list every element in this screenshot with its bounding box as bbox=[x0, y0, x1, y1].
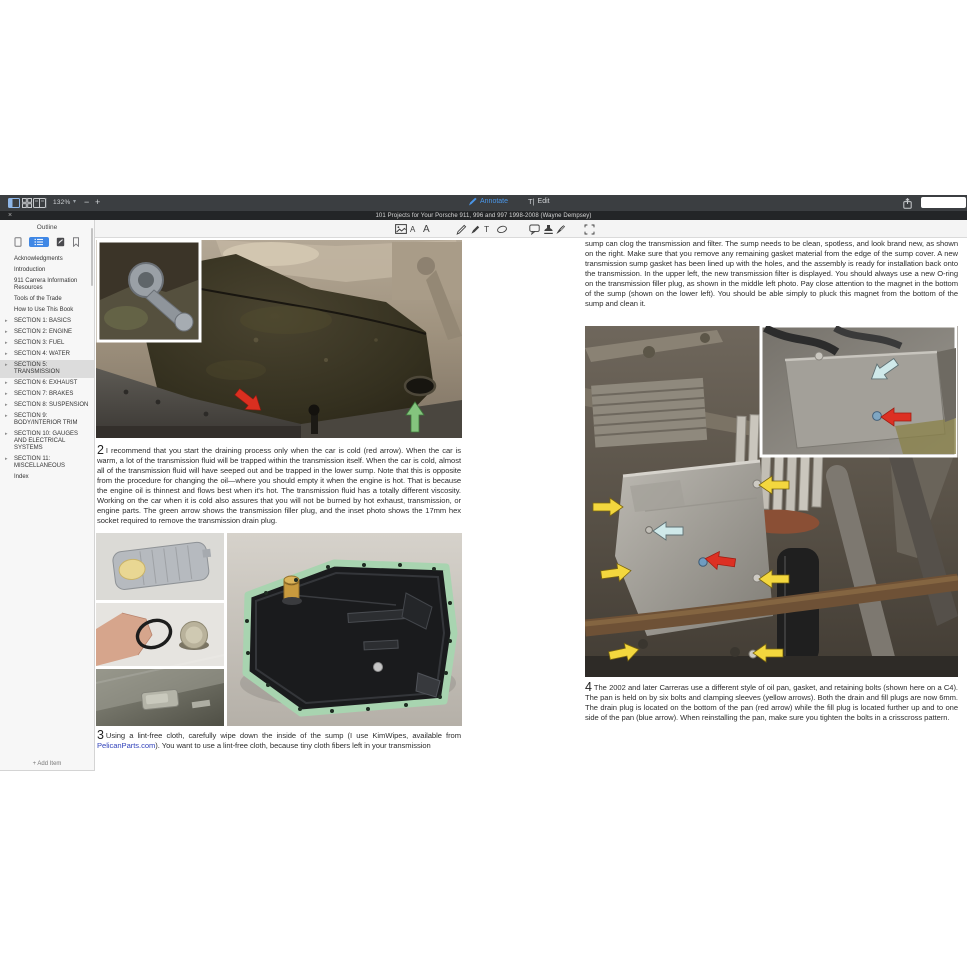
add-item-button[interactable]: + Add Item bbox=[32, 761, 62, 767]
annotation-toolbar bbox=[95, 220, 967, 238]
step-4-paragraph: 4 The 2002 and later Carreras use a different style of oil pan, gasket, and retaining bolts (shown here on a C4). The pan is held on by six bolts and clamping sleeves (yellow arrows). Both the drain and fill plugs are now 6mm. The drain plug is located on the bottom of the pan (red arrow) while the fill plug is located further up and to one side of the pan (blue arrow). When reinstalling the pan, make sure you tighten the bolts in a crisscross pattern. bbox=[585, 680, 958, 722]
main-toolbar bbox=[0, 195, 967, 211]
disclosure-triangle-icon[interactable]: ▸ bbox=[5, 391, 8, 397]
step-3-paragraph: 3 Using a lint-free cloth, carefully wipe down the inside of the sump (I use KimWipes, available from PelicanParts.com). You want to use a lint-free cloth, because tiny cloth fibers left in your transmission bbox=[97, 728, 461, 750]
sidebar-item-section-3[interactable]: ▸ SECTION 3: FUEL bbox=[5, 340, 65, 346]
sidebar-item-introduction[interactable]: Introduction bbox=[14, 267, 46, 273]
inset-photo-pan-side-view bbox=[761, 326, 956, 456]
sidebar-toggle-icon[interactable] bbox=[8, 198, 20, 208]
pencil-icon[interactable] bbox=[456, 223, 467, 235]
sidebar-item-section-4[interactable]: ▸ SECTION 4: WATER bbox=[5, 351, 71, 357]
step-number: 2 bbox=[97, 443, 104, 457]
disclosure-triangle-icon[interactable]: ▸ bbox=[5, 380, 8, 386]
sidebar-tabs bbox=[0, 236, 94, 247]
sidebar-item-section-9[interactable]: ▸ SECTION 9: BODY/INTERIOR TRIM bbox=[5, 413, 78, 426]
sidebar-item-section-6[interactable]: ▸ SECTION 6: EXHAUST bbox=[5, 380, 78, 386]
document-view bbox=[95, 220, 967, 966]
tab-annotate[interactable]: Annotate bbox=[468, 197, 508, 206]
disclosure-triangle-icon[interactable]: ▸ bbox=[5, 351, 8, 357]
image-stamp-icon[interactable] bbox=[395, 223, 407, 235]
disclosure-triangle-icon[interactable]: ▸ bbox=[5, 402, 8, 408]
page-spread bbox=[95, 238, 967, 966]
step-number: 3 bbox=[97, 728, 104, 742]
sidebar-item-how-to-use[interactable]: How to Use This Book bbox=[14, 307, 74, 313]
sidebar-item-section-8[interactable]: ▸ SECTION 8: SUSPENSION bbox=[5, 402, 89, 408]
disclosure-triangle-icon[interactable]: ▸ bbox=[5, 318, 8, 324]
thumbnails-tab-icon[interactable] bbox=[14, 237, 22, 247]
marker-icon[interactable] bbox=[470, 223, 481, 235]
inset-photo-hex-socket bbox=[98, 241, 200, 341]
photo-transmission-sump-under-car bbox=[96, 240, 462, 438]
sidebar-item-section-7[interactable]: ▸ SECTION 7: BRAKES bbox=[5, 391, 74, 397]
sidebar-item-acknowledgments[interactable]: Acknowledgments bbox=[14, 256, 63, 262]
chevron-down-icon[interactable]: ▾ bbox=[73, 199, 77, 205]
fullscreen-selection-icon[interactable] bbox=[584, 223, 595, 235]
text-edit-icon: T| bbox=[528, 197, 535, 206]
right-page-intro-paragraph: sump can clog the transmission and filter. The sump needs to be clean, spotless, and look brand new, as shown on the right. Make sure that you remove any remaining gasket material from the edge of the sump cover. A new transmission sump gasket has been lined up with the holes, and the assembly is ready for installation back onto the transmission. In the upper left, the new transmission filter is displayed. You should always use a new O-ring on the transmission filler plug, as shown in the middle left photo. Pay close attention to the magnet in the bottom of the sump (shown on the lower left). You should be able simply to pluck this magnet from the bottom of the sump and clean it. bbox=[585, 239, 958, 308]
sidebar-item-section-2[interactable]: ▸ SECTION 2: ENGINE bbox=[5, 329, 73, 335]
toolbar-divider bbox=[46, 198, 47, 208]
stamp-icon[interactable] bbox=[543, 223, 554, 235]
tab-edit[interactable]: T| Edit bbox=[528, 197, 550, 206]
step-number: 4 bbox=[585, 680, 592, 694]
document-title: 101 Projects for Your Porsche 911, 996 and 997 1998-2008 (Wayne Dempsey) bbox=[375, 212, 592, 219]
text-tool-icon[interactable]: T bbox=[484, 224, 490, 234]
pen-icon bbox=[468, 197, 477, 206]
outline-tab-icon[interactable] bbox=[29, 237, 49, 247]
thumbnails-view-icon[interactable] bbox=[22, 198, 32, 208]
close-icon[interactable]: × bbox=[8, 212, 13, 219]
zoom-in-button[interactable]: + bbox=[95, 196, 101, 207]
disclosure-triangle-icon[interactable]: ▸ bbox=[5, 340, 8, 346]
sidebar-title: Outline bbox=[36, 224, 58, 231]
sidebar-item-index[interactable]: Index bbox=[14, 474, 29, 480]
signature-pen-icon[interactable] bbox=[555, 223, 566, 235]
highlight-text-icon[interactable]: A bbox=[410, 224, 416, 234]
zoom-level[interactable]: 132% bbox=[53, 199, 71, 206]
pelicanparts-link[interactable]: PelicanParts.com bbox=[97, 741, 156, 750]
disclosure-triangle-icon[interactable]: ▸ bbox=[5, 431, 8, 437]
sidebar-item-section-10[interactable]: ▸ SECTION 10: GAUGES AND ELECTRICAL SYSTEMS bbox=[5, 431, 79, 451]
note-icon[interactable] bbox=[529, 223, 540, 235]
step-2-paragraph: 2 I recommend that you start the draining process only when the car is cold (red arrow). When the car is warm, a lot of the transmission fluid will be trapped within the transmission itself. When the car is cold, almost all of the transmission fluid will have seeped out and be trapped in the lower sump. Note that this is opposite from the procedure for changing the oil—where you should empty it when the engine is hot. That is because the engine oil is thinnest and flows best when it's hot. The transmission fluid has a totally different viscosity. Working on the car when it is cold also assures that you will not be burned by hot exhaust, transmission, or engine parts. The green arrow shows the transmission filler plug, and the inset photo shows the 17mm hex socket required to remove the transmission drain plug. bbox=[97, 443, 461, 525]
annotations-tab-icon[interactable] bbox=[56, 237, 65, 247]
photo-oil-pan-with-gasket bbox=[227, 533, 462, 726]
sidebar-item-tools-of-the-trade[interactable]: Tools of the Trade bbox=[14, 296, 62, 302]
outline-list bbox=[0, 254, 94, 483]
sidebar-scrollbar[interactable] bbox=[91, 228, 93, 286]
disclosure-triangle-icon[interactable]: ▸ bbox=[5, 329, 8, 335]
outline-sidebar bbox=[0, 220, 95, 771]
photo-group-filter-oring-sump-pan bbox=[96, 533, 462, 726]
sidebar-item-911-carrera-information[interactable]: 911 Carrera Information Resources bbox=[14, 278, 78, 291]
sidebar-item-section-1[interactable]: ▸ SECTION 1: BASICS bbox=[5, 318, 72, 324]
bookmark-tab-icon[interactable] bbox=[72, 237, 80, 247]
shape-tool-icon[interactable] bbox=[496, 223, 508, 235]
font-style-icon[interactable]: A bbox=[423, 223, 430, 235]
share-icon[interactable] bbox=[903, 198, 912, 208]
zoom-out-button[interactable]: − bbox=[84, 196, 90, 207]
pdf-reader-window bbox=[0, 195, 967, 767]
disclosure-triangle-icon[interactable]: ▸ bbox=[5, 413, 8, 419]
sidebar-item-section-11[interactable]: ▸ SECTION 11: MISCELLANEOUS bbox=[5, 456, 66, 469]
photo-carrera-oil-pan-collage bbox=[585, 326, 958, 677]
disclosure-triangle-icon[interactable]: ▸ bbox=[5, 456, 8, 462]
sidebar-item-section-5-selected[interactable]: ▸ SECTION 5: TRANSMISSION bbox=[0, 360, 94, 378]
document-title-bar bbox=[0, 211, 967, 220]
photo-oring-and-plug bbox=[96, 603, 224, 666]
disclosure-triangle-icon[interactable]: ▸ bbox=[5, 362, 8, 368]
search-input[interactable] bbox=[921, 197, 966, 208]
page-view-icon[interactable] bbox=[33, 198, 46, 208]
photo-transmission-filter bbox=[96, 533, 224, 600]
